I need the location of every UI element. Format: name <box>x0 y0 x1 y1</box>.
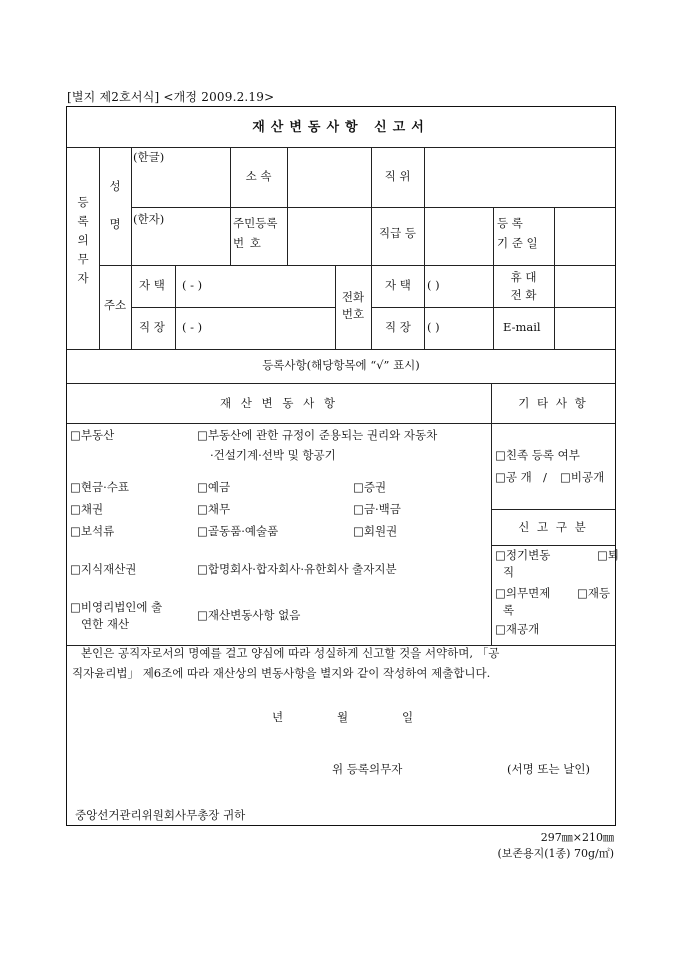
items-header: 등록사항(해당항목에 “√” 표시) <box>262 358 420 372</box>
checkbox-exempt[interactable]: □의무면제 <box>495 586 551 600</box>
home-phone: ( ) <box>427 278 440 292</box>
checkbox-retire[interactable]: □퇴 <box>597 548 619 562</box>
rule <box>67 349 615 350</box>
checkbox-relative-reg[interactable]: □친족 등록 여부 <box>495 448 580 462</box>
home-label: 자 택 <box>139 278 165 292</box>
rule <box>554 207 555 349</box>
form-label: [별지 제2호서식] <개정 2009.2.19> <box>67 90 275 104</box>
signer-label: 위 등록의무자 <box>332 762 403 776</box>
signature-label: (서명 또는 날인) <box>507 762 590 776</box>
declare-header: 신 고 구 분 <box>518 520 588 534</box>
paper-spec: (보존용지(1종) 70g/㎡) <box>497 847 614 860</box>
mobile-label: 휴 대 <box>510 270 537 284</box>
checkbox-cash[interactable]: □현금·수표 <box>70 480 129 494</box>
rule <box>99 147 100 349</box>
home-label: 자 택 <box>385 278 411 292</box>
work-label: 직 장 <box>385 320 411 334</box>
reg-date-label: 등 록 <box>497 216 523 230</box>
work-label: 직 장 <box>139 320 165 334</box>
resident-no-label: 번 호 <box>233 236 262 250</box>
checkbox-ip[interactable]: □지식재산권 <box>70 562 137 576</box>
rule <box>131 307 335 308</box>
checkbox-membership[interactable]: □회원권 <box>353 524 398 538</box>
name-hangul: (한글) <box>133 150 165 164</box>
checkbox-gold[interactable]: □금·백금 <box>353 502 401 516</box>
work-phone: ( ) <box>427 320 440 334</box>
checkbox-nonprofit[interactable]: □비영리법인에 출 <box>70 600 163 614</box>
recipient: 중앙선거관리위원회사무총장 귀하 <box>75 808 246 822</box>
property-header: 재 산 변 동 사 항 <box>220 396 338 410</box>
date-year: 년 <box>272 710 284 724</box>
checkbox-reopen[interactable]: □재공개 <box>495 622 540 636</box>
rule <box>424 147 425 265</box>
checkbox-investment[interactable]: □합명회사·합자회사·유한회사 출자지분 <box>197 562 397 576</box>
affiliation-label: 소 속 <box>245 169 272 183</box>
checkbox-public[interactable]: □공 개 <box>495 470 532 484</box>
resident-no-label: 주민등록 <box>233 216 278 230</box>
rule <box>230 147 231 265</box>
form-frame <box>66 106 619 826</box>
checkbox-debts[interactable]: □채무 <box>197 502 231 516</box>
rule <box>424 265 425 349</box>
slash: / <box>543 470 547 484</box>
checkbox-rereg-cont: 록 <box>503 603 515 617</box>
rule <box>131 147 132 349</box>
form-title: 재산변동사항 신고서 <box>252 120 430 135</box>
checkbox-nonprofit-cont: 연한 재산 <box>81 617 130 631</box>
work-address: ( - ) <box>182 320 203 334</box>
rule <box>67 147 615 148</box>
checkbox-rights-cont: ·건설기계·선박 및 항공기 <box>210 448 336 462</box>
home-address: ( - ) <box>182 278 203 292</box>
date-month: 월 <box>337 710 349 724</box>
email-label: E-mail <box>503 320 541 334</box>
checkbox-securities[interactable]: □증권 <box>353 480 387 494</box>
rule <box>335 265 336 349</box>
position-label: 직 위 <box>384 169 411 183</box>
address-label: 주소 <box>103 298 127 312</box>
phone-label: 전화 <box>341 290 365 304</box>
other-header: 기 타 사 항 <box>518 396 588 410</box>
checkbox-private[interactable]: □비공개 <box>560 470 605 484</box>
checkbox-real-estate[interactable]: □부동산 <box>70 428 115 442</box>
mobile-label: 전 화 <box>510 288 537 302</box>
rule <box>491 509 615 510</box>
checkbox-antiques[interactable]: □골동품·예술품 <box>197 524 279 538</box>
rule <box>287 147 288 265</box>
checkbox-regular-change[interactable]: □정기변동 <box>495 548 551 562</box>
paper-size: 297㎜×210㎜ <box>540 831 614 844</box>
date-day: 일 <box>402 710 414 724</box>
checkbox-jewelry[interactable]: □보석류 <box>70 524 115 538</box>
pledge-text: 직자윤리법」 제6조에 따라 재산상의 변동사항을 별지와 같이 작성하여 제출합니다. <box>72 666 491 680</box>
pledge-text: 본인은 공직자로서의 명예를 걸고 양심에 따라 성실하게 신고할 것을 서약하며, 「공 <box>81 646 500 660</box>
rank-label: 직급 등 <box>379 226 416 240</box>
phone-label: 번호 <box>341 307 365 321</box>
rule <box>491 545 615 546</box>
checkbox-retire-cont: 직 <box>503 565 515 579</box>
checkbox-deposit[interactable]: □예금 <box>197 480 231 494</box>
rule <box>67 423 615 424</box>
rule <box>131 207 615 208</box>
name-hanja: (한자) <box>133 212 165 226</box>
rule <box>99 265 615 266</box>
registrant-section-label: 등 록 의 무 자 <box>77 195 89 285</box>
checkbox-no-change[interactable]: □재산변동사항 없음 <box>197 608 301 622</box>
checkbox-claims[interactable]: □채권 <box>70 502 104 516</box>
checkbox-rereg[interactable]: □재등 <box>577 586 611 600</box>
checkbox-rights[interactable]: □부동산에 관한 규정이 준용되는 권리와 자동차 <box>197 428 438 442</box>
reg-date-label: 기 준 일 <box>497 236 538 250</box>
name-label: 성 명 <box>109 179 121 231</box>
rule <box>67 383 615 384</box>
rule <box>175 265 176 349</box>
